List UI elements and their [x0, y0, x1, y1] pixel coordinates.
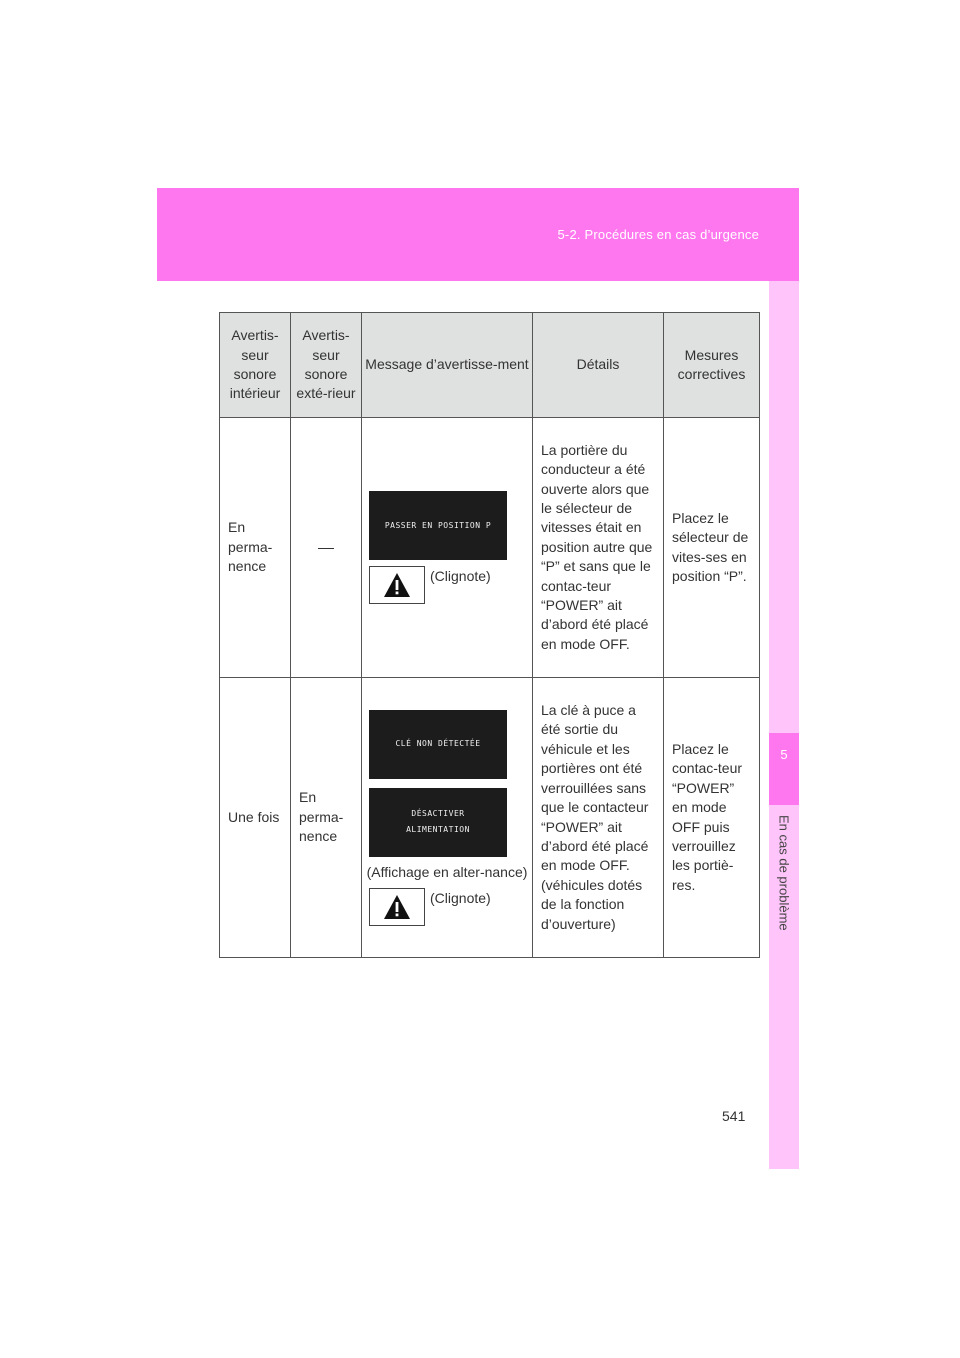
interior-buzzer-cell: Une fois — [220, 678, 291, 958]
alternate-caption: (Affichage en alter-nance) — [366, 863, 528, 880]
header-interior-buzzer: Avertis-seur sonore intérieur — [220, 313, 291, 418]
message-cell — [362, 678, 533, 958]
header-details: Détails — [533, 313, 664, 418]
display-screen — [369, 710, 507, 779]
screen-text: PASSER EN POSITION P — [384, 520, 492, 530]
blink-label: (Clignote) — [430, 889, 491, 906]
measures-cell: Placez le sélecteur de vites-ses en position “P”. — [664, 418, 760, 678]
interior-buzzer-cell: En perma-nence — [220, 418, 291, 678]
warning-indicator — [369, 888, 532, 926]
chapter-label: En cas de problème — [776, 815, 792, 931]
screen-text: ALIMENTATION — [406, 825, 470, 834]
details-cell: La portière du conducteur a été ouverte alors que le sélecteur de vitesses était en position autre que “P” et sans que le contac-teur “POWER” ait d’abord été placé en mode OFF. — [533, 418, 664, 678]
table-header-row — [220, 313, 760, 418]
header-corrective-measures: Mesures correctives — [664, 313, 760, 418]
dash-mark — [318, 548, 334, 549]
display-screen — [369, 788, 507, 857]
warning-table — [219, 312, 760, 958]
chapter-number: 5 — [780, 747, 788, 762]
screen-text: DÉSACTIVER — [411, 809, 465, 818]
table-row — [220, 418, 760, 678]
chapter-header — [157, 188, 799, 281]
side-strip — [769, 281, 799, 1169]
measures-cell: Placez le contac-teur “POWER” en mode OFF puis verrouillez les portiè-res. — [664, 678, 760, 958]
header-exterior-buzzer: Avertis-seur sonore exté-rieur — [291, 313, 362, 418]
details-cell: La clé à puce a été sortie du véhicule et les portières ont été verrouillées sans que le contacteur “POWER” ait d’abord été placé en mode OFF. (véhicules dotés de la fonction d’ouverture) — [533, 678, 664, 958]
message-cell — [362, 418, 533, 678]
exterior-buzzer-cell: En perma-nence — [291, 678, 362, 958]
warning-triangle-icon — [369, 888, 425, 926]
chapter-tab — [769, 733, 799, 805]
page-number: 541 — [722, 1108, 746, 1124]
header-warning-message: Message d’avertisse-ment — [362, 313, 533, 418]
display-screen — [369, 491, 507, 560]
section-title: 5-2. Procédures en cas d’urgence — [557, 227, 759, 242]
blink-label: (Clignote) — [430, 568, 491, 584]
table-row — [220, 678, 760, 958]
exterior-buzzer-cell — [291, 418, 362, 678]
warning-indicator — [369, 566, 532, 604]
warning-triangle-icon — [369, 566, 425, 604]
screen-text: CLÉ NON DÉTECTÉE — [395, 739, 481, 748]
